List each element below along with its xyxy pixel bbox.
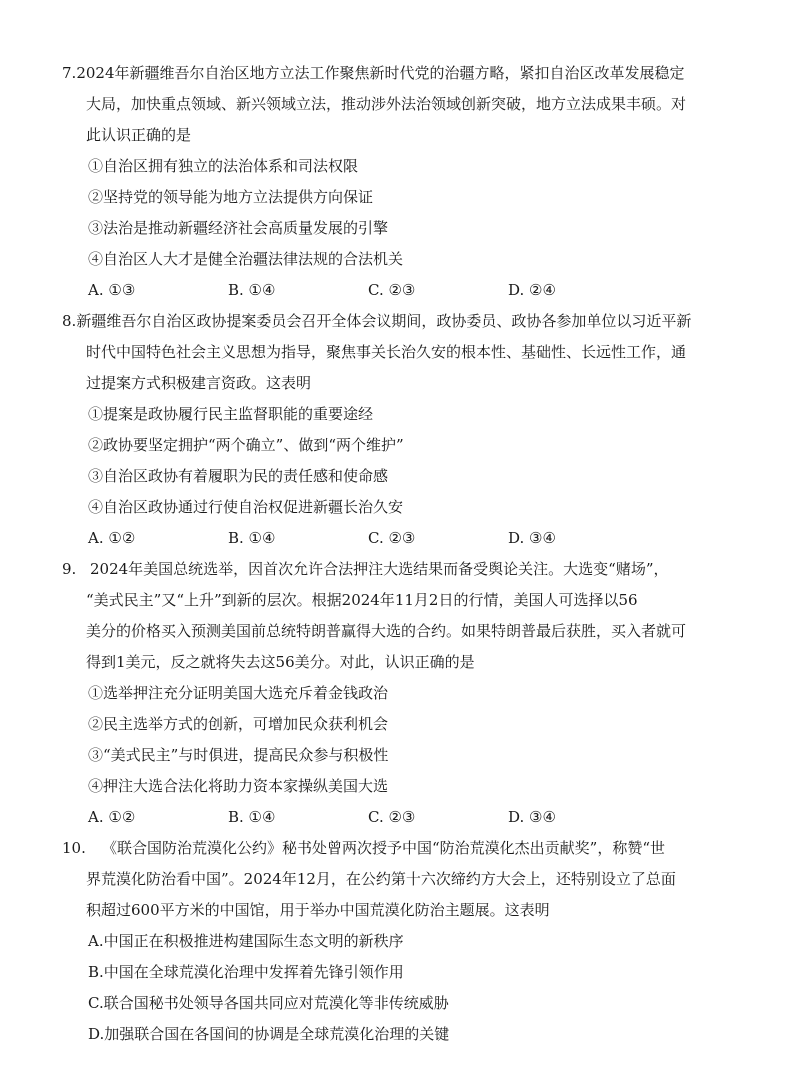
question-10	[62, 833, 754, 1050]
answer-choices	[62, 275, 754, 306]
statement-1: ①提案是政协履行民主监督职能的重要途经	[88, 405, 374, 423]
statement-3: ③自治区政协有着履职为民的责任感和使命感	[88, 467, 389, 485]
choice-b[interactable]: B.中国在全球荒漠化治理中发挥着先锋引领作用	[88, 963, 404, 981]
question-stem-line: 大局，加快重点领域、新兴领域立法，推动涉外法治领域创新突破，地方立法成果丰硕。对	[86, 95, 687, 113]
statement-2: ②政协要坚定拥护“两个确立”、做到“两个维护”	[88, 436, 404, 454]
choice-c[interactable]: C. ②③	[368, 808, 416, 826]
question-stem-line: 过提案方式积极建言资政。这表明	[86, 374, 312, 392]
choice-b[interactable]: B. ①④	[228, 281, 276, 299]
choice-d[interactable]: D.加强联合国在各国间的协调是全球荒漠化治理的关键	[88, 1025, 450, 1043]
choice-b[interactable]: B. ①④	[228, 529, 276, 547]
question-stem-line: 10. 《联合国防治荒漠化公约》秘书处曾两次授予中国“防治荒漠化杰出贡献奖”，称赞“世	[62, 833, 754, 864]
question-number: 8.	[62, 312, 77, 330]
statement-4: ④自治区人大才是健全治疆法律法规的合法机关	[88, 250, 404, 268]
statement-2: ②坚持党的领导能为地方立法提供方向保证	[88, 188, 374, 206]
question-stem-line: 积超过600平方米的中国馆，用于举办中国荒漠化防治主题展。这表明	[86, 901, 550, 919]
question-stem-line: 界荒漠化防治看中国”。2024年12月，在公约第十六次缔约方大会上，还特别设立了总面	[86, 870, 676, 888]
statement-3: ③法治是推动新疆经济社会高质量发展的引擎	[88, 219, 389, 237]
question-9	[62, 554, 754, 833]
question-stem-line: 得到1美元，反之就将失去这56美分。对此，认识正确的是	[86, 653, 475, 671]
question-stem-line: 美分的价格买入预测美国前总统特朗普赢得大选的合约。如果特朗普最后获胜，买入者就可	[86, 622, 687, 640]
choice-a[interactable]: A. ①③	[88, 281, 136, 299]
choice-d[interactable]: D. ②④	[508, 281, 556, 299]
choice-c[interactable]: C.联合国秘书处领导各国共同应对荒漠化等非传统威胁	[88, 994, 449, 1012]
question-stem-line: 9. 2024年美国总统选举，因首次允许合法押注大选结果而备受舆论关注。大选变“赌场”，	[62, 554, 754, 585]
question-stem-line: 此认识正确的是	[86, 126, 192, 144]
statement-2: ②民主选举方式的创新，可增加民众获利机会	[88, 715, 389, 733]
statement-4: ④押注大选合法化将助力资本家操纵美国大选	[88, 777, 389, 795]
statement-4: ④自治区政协通过行使自治权促进新疆长治久安	[88, 498, 404, 516]
choice-c[interactable]: C. ②③	[368, 529, 416, 547]
statement-3: ③“美式民主”与时俱进，提高民众参与积极性	[88, 746, 389, 764]
question-stem-line: 7.2024年新疆维吾尔自治区地方立法工作聚焦新时代党的治疆方略，紧扣自治区改革发展稳定	[62, 58, 754, 89]
choice-b[interactable]: B. ①④	[228, 808, 276, 826]
choice-a[interactable]: A. ①②	[88, 529, 136, 547]
answer-choices	[62, 802, 754, 833]
choice-d[interactable]: D. ③④	[508, 529, 556, 547]
question-stem-line: “美式民主”又“上升”到新的层次。根据2024年11月2日的行情，美国人可选择以56	[86, 591, 638, 609]
statement-1: ①选举押注充分证明美国大选充斥着金钱政治	[88, 684, 389, 702]
choice-a[interactable]: A. ①②	[88, 808, 136, 826]
question-stem-line: 8.新疆维吾尔自治区政协提案委员会召开全体会议期间，政协委员、政协各参加单位以习近平新	[62, 306, 754, 337]
choice-d[interactable]: D. ③④	[508, 808, 556, 826]
choice-c[interactable]: C. ②③	[368, 281, 416, 299]
question-number: 10.	[62, 839, 86, 857]
question-stem-line: 时代中国特色社会主义思想为指导，聚焦事关长治久安的根本性、基础性、长远性工作，通	[86, 343, 687, 361]
choice-a[interactable]: A.中国正在积极推进构建国际生态文明的新秩序	[88, 932, 404, 950]
statement-1: ①自治区拥有独立的法治体系和司法权限	[88, 157, 359, 175]
answer-choices	[62, 523, 754, 554]
question-7	[62, 58, 754, 306]
question-number: 7.	[62, 64, 77, 82]
question-number: 9.	[62, 560, 77, 578]
question-8	[62, 306, 754, 554]
